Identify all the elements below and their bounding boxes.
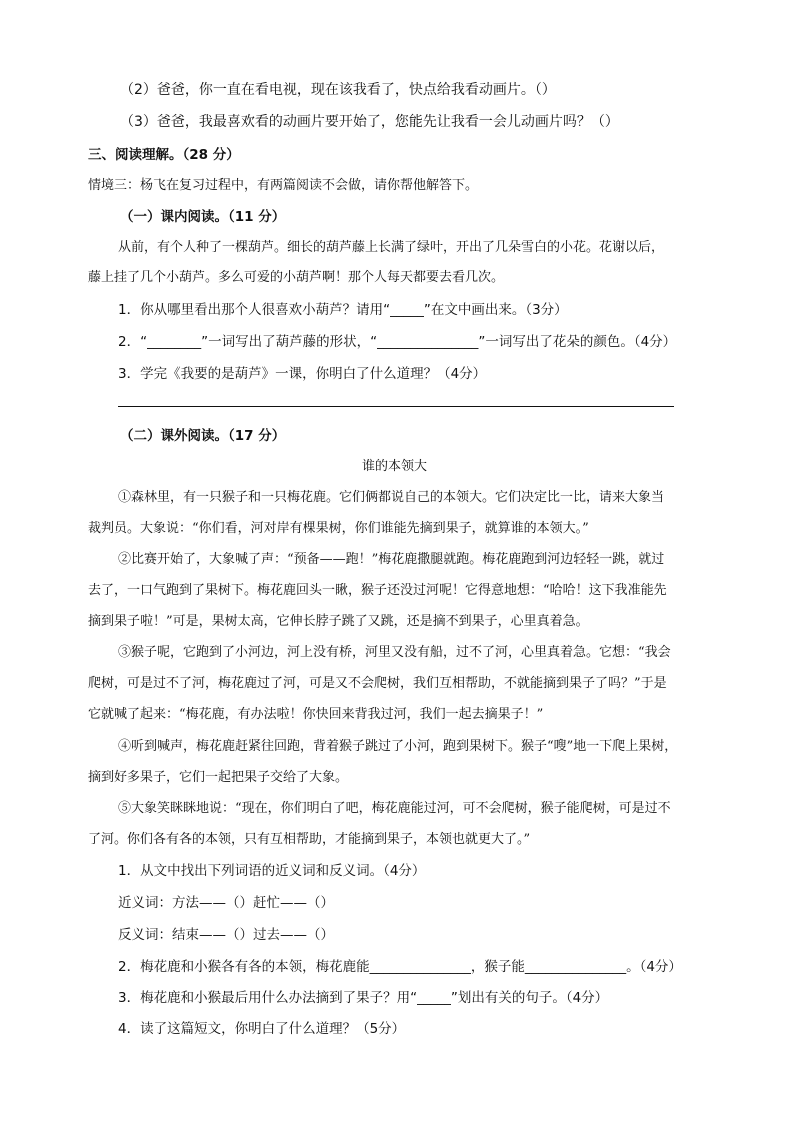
passage-1-line-2: 藤上挂了几个小葫芦。多么可爱的小葫芦啊！那个人每天都要去看几次。 xyxy=(88,270,505,285)
question-2-4: 4．读了这篇短文，你明白了什么道理？（5分） xyxy=(118,1021,406,1037)
question-1-2: 2．“________”一词写出了葫芦藤的形状，“_______________”一词写出了花朵的颜色。（4分） xyxy=(118,334,677,350)
passage-2-line-1: ①森林里，有一只猴子和一只梅花鹿。它们俩都说自己的本领大。它们决定比一比，请来大象当 xyxy=(118,490,665,505)
question-2-1: 1．从文中找出下列词语的近义词和反义词。（4分） xyxy=(118,863,426,879)
line-1: （2）爸爸，你一直在看电视，现在该我看了，快点给我看动画片。（） xyxy=(120,82,556,98)
subsection-title-inclass: （一）课内阅读。（11 分） xyxy=(120,209,286,225)
subsection-title-extra: （二）课外阅读。（17 分） xyxy=(120,428,286,444)
passage-2-line-6: ③猴子呢，它跑到了小河边，河上没有桥，河里又没有船，过不了河，心里真着急。它想：“我会 xyxy=(118,645,671,660)
question-2-3: 3．梅花鹿和小猴最后用什么办法摘到了果子？用“_____”划出有关的句子。（4分） xyxy=(118,990,609,1006)
passage-2-title: 谁的本领大 xyxy=(362,459,428,474)
passage-2-line-11: ⑤大象笑眯眯地说：“现在，你们明白了吧，梅花鹿能过河，可不会爬树，猴子能爬树，可是过不 xyxy=(118,801,671,816)
passage-2-line-2: 裁判员。大象说：“你们看，河对岸有棵果树，你们谁能先摘到果子，就算谁的本领大。” xyxy=(88,521,589,536)
question-1-3: 3．学完《我要的是葫芦》一课，你明白了什么道理？（4分） xyxy=(118,366,487,382)
passage-2-line-5: 摘到果子啦！”可是，果树太高，它伸长脖子跳了又跳，还是摘不到果子，心里真着急。 xyxy=(88,614,589,629)
passage-2-line-8: 它就喊了起来：“梅花鹿，有办法啦！你快回来背我过河，我们一起去摘果子！” xyxy=(88,707,544,722)
question-1-1: 1．你从哪里看出那个人很喜欢小葫芦？请用“_____”在文中画出来。（3分） xyxy=(118,302,568,318)
question-2-1-synonyms: 近义词：方法——（）赶忙——（） xyxy=(118,895,334,911)
section-title-reading: 三、阅读理解。（28 分） xyxy=(88,147,240,163)
passage-1-line-1: 从前，有个人种了一棵葫芦。细长的葫芦藤上长满了绿叶，开出了几朵雪白的小花。花谢以后， xyxy=(118,240,665,255)
passage-2-line-4: 去了，一口气跑到了果树下。梅花鹿回头一瞅，猴子还没过河呢！它得意地想：“哈哈！这下我准能先 xyxy=(88,583,667,598)
answer-line xyxy=(118,406,674,407)
question-2-1-antonyms: 反义词：结束——（）过去——（） xyxy=(118,927,334,943)
passage-2-line-3: ②比赛开始了，大象喊了声：“预备——跑！”梅花鹿撒腿就跑。梅花鹿跑到河边轻轻一跳，就过 xyxy=(118,552,665,567)
context-text: 情境三：杨飞在复习过程中，有两篇阅读不会做，请你帮他解答下。 xyxy=(88,178,479,193)
passage-2-line-9: ④听到喊声，梅花鹿赶紧往回跑，背着猴子跳过了小河，跑到果树下。猴子“嗖”地一下爬上果树， xyxy=(118,739,678,754)
passage-2-line-10: 摘到好多果子，它们一起把果子交给了大象。 xyxy=(88,770,349,785)
passage-2-line-7: 爬树，可是过不了河，梅花鹿过了河，可是又不会爬树，我们互相帮助，不就能摘到果子了吗？”于是 xyxy=(88,676,667,691)
line-2: （3）爸爸，我最喜欢看的动画片要开始了，您能先让我看一会儿动画片吗？（） xyxy=(120,114,619,130)
question-2-2: 2．梅花鹿和小猴各有各的本领，梅花鹿能_______________，猴子能_______________。（4分） xyxy=(118,959,682,975)
passage-2-line-12: 了河。你们各有各的本领，只有互相帮助，才能摘到果子，本领也就更大了。” xyxy=(88,832,531,847)
